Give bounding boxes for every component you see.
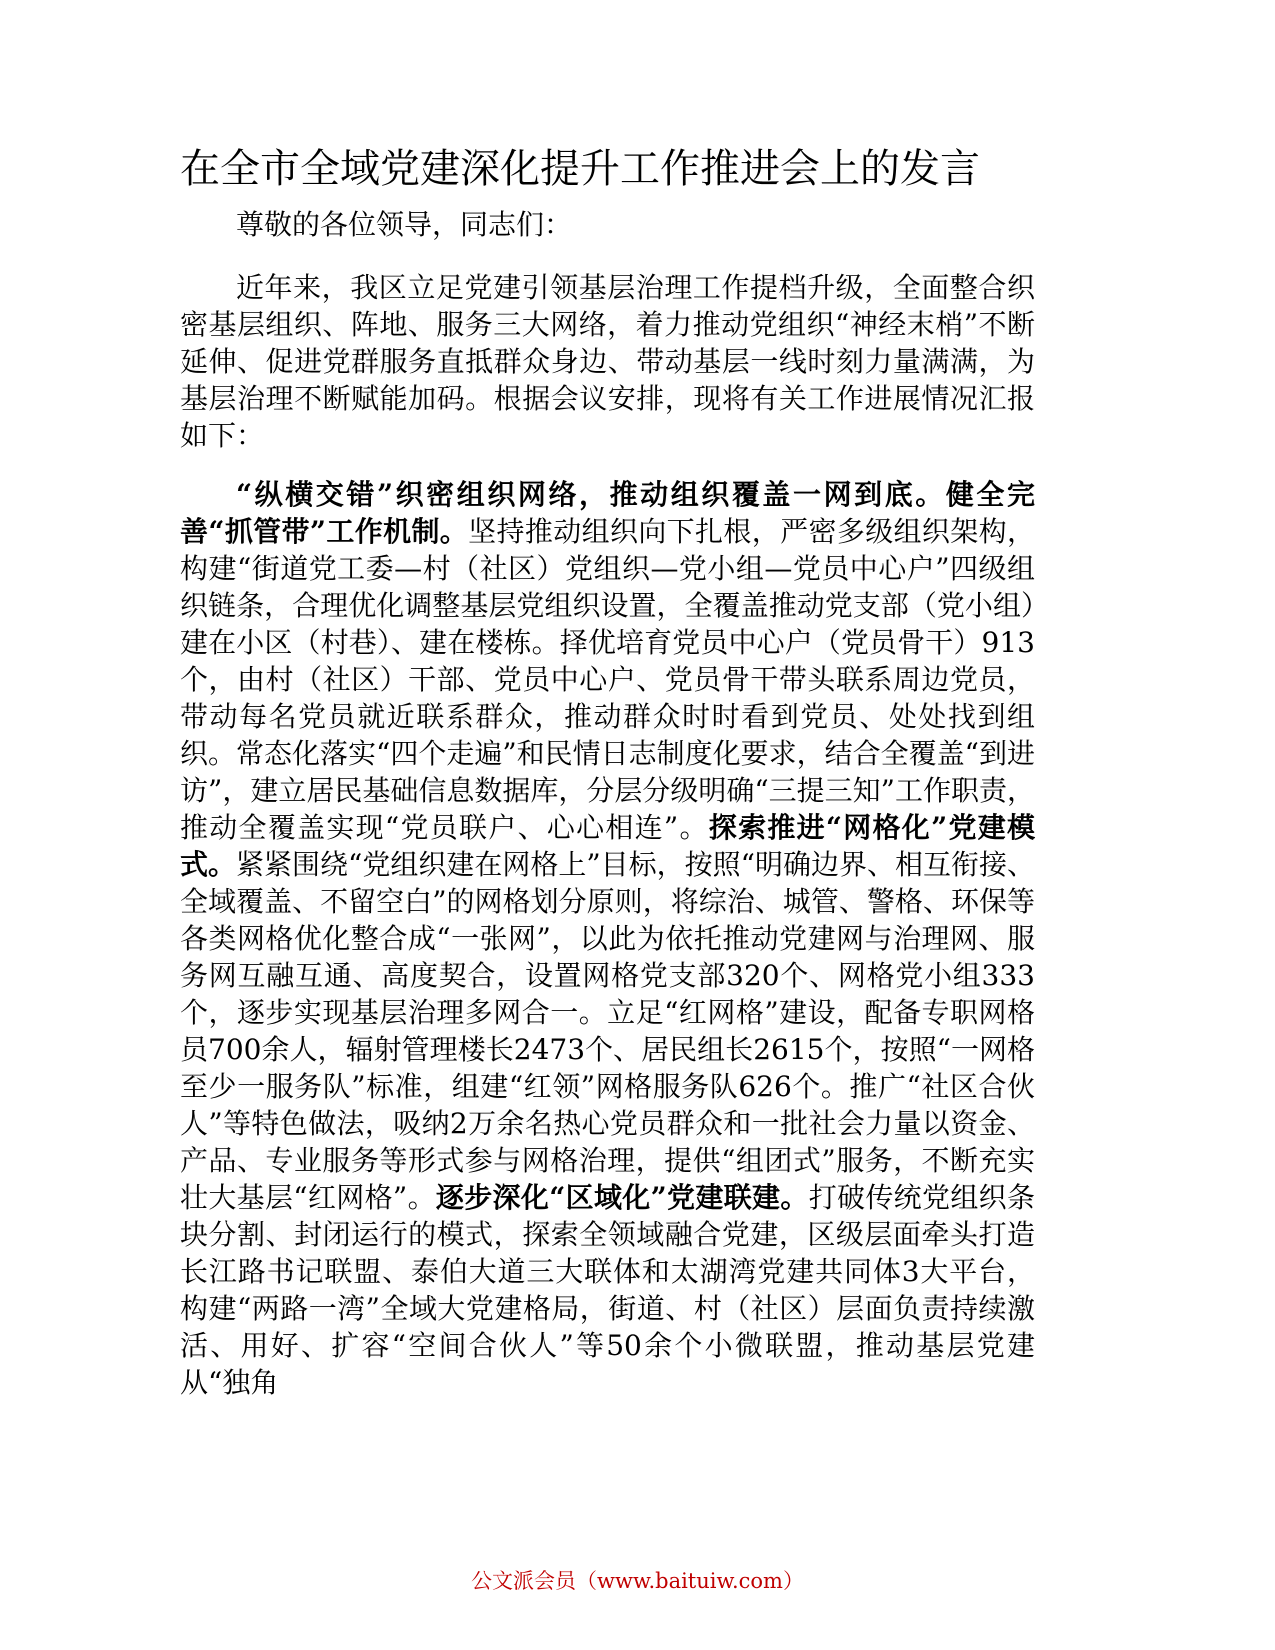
intro-paragraph: 近年来，我区立足党建引领基层治理工作提档升级，全面整合织密基层组织、阵地、服务三大网络，着力推动党组织“神经末梢”不断延伸、促进党群服务直抵群众身边、带动基层一线时刻力量满满，为基层治理不断赋能加码。根据会议安排，现将有关工作进展情况汇报如下：	[180, 271, 1035, 452]
section-1-heading: “纵横交错”织密组织网络，推动组织覆盖一网到底。	[236, 478, 946, 511]
document-page	[180, 140, 1035, 1423]
footer-watermark: 公文派会员（www.baituiw.com）	[471, 1569, 804, 1593]
subsection-2-text: 紧紧围绕“党组织建在网格上”目标，按照“明确边界、相互衔接、全域覆盖、不留空白”的网格划分原则，将综治、城管、警格、环保等各类网格优化整合成“一张网”，以此为依托推动党建网与治理网、服务网互融互通、高度契合，设置网格党支部320个、网格党小组333个，逐步实现基层治理多网合一。立足“红网格”建设，配备专职网格员700余人，辐射管理楼长2473个、居民组长2615个，按照“一网格至少一服务队”标准，组建“红领”网格服务队626个。推广“社区合伙人”等特色做法，吸纳2万余名热心党员群众和一批社会力量以资金、产品、专业服务等形式参与网格治理，提供“组团式”服务，不断充实壮大基层“红网格”。	[180, 848, 1035, 1214]
subsection-1-text: 坚持推动组织向下扎根，严密多级组织架构，构建“街道党工委—村（社区）党组织—党小组—党员中心户”四级组织链条，合理优化调整基层党组织设置，全覆盖推动党支部（党小组）建在小区（村巷）、建在楼栋。择优培育党员中心户（党员骨干）913个，由村（社区）干部、党员中心户、党员骨干带头联系周边党员，带动每名党员就近联系群众，推动群众时时看到党员、处处找到组织。常态化落实“四个走遍”和民情日志制度化要求，结合全覆盖“到进访”，建立居民基础信息数据库，分层分级明确“三提三知”工作职责，推动全覆盖实现“党员联户、心心相连”。	[180, 515, 1035, 844]
document-title: 在全市全域党建深化提升工作推进会上的发言	[180, 146, 980, 192]
subsection-2-heading: 探索推进“网格化”党建模式。	[180, 811, 1035, 881]
section-1-paragraph	[180, 476, 1035, 1401]
subsection-3-heading: 逐步深化“区域化”党建联建。	[435, 1181, 809, 1214]
salutation: 尊敬的各位领导，同志们：	[236, 208, 573, 241]
subsection-1-heading: 健全完善“抓管带”工作机制。	[180, 478, 1035, 548]
subsection-3-text: 打破传统党组织条块分割、封闭运行的模式，探索全领域融合党建，区级层面牵头打造长江路书记联盟、泰伯大道三大联体和太湖湾党建共同体3大平台，构建“两路一湾”全域大党建格局，街道、村（社区）层面负责持续激活、用好、扩容“空间合伙人”等50余个小微联盟，推动基层党建从“独角	[180, 1181, 1035, 1399]
